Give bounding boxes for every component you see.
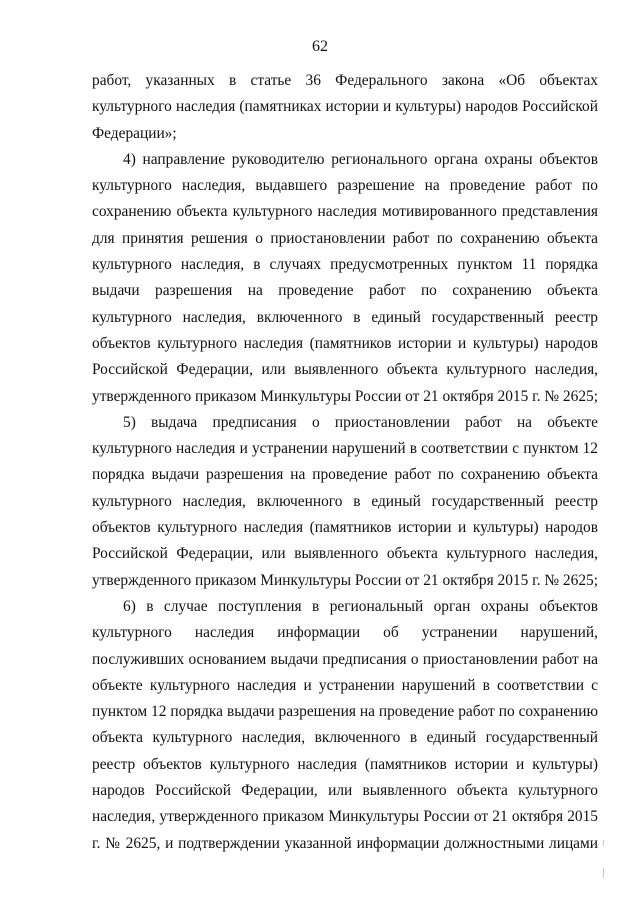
scan-artifact [603,868,604,878]
paragraph-item-4: 4) направление руководителю регионального органа охраны объектов культурного наследия, выдавшего разрешение на проведение работ по сохранению объекта культурного наследия мотивированного представления для принятия решения о приостановлении работ по сохранению объекта культурного наследия, в случаях предусмотренных пунктом 11 порядка выдачи разрешения на проведение работ по сохранению объекта культурного наследия, включенного в единый государственный реестр объектов культурного наследия (памятников истории и культуры) народов Российской Федерации, или выявленного объекта культурного наследия, утвержденного приказом Минкультуры России от 21 октября 2015 г. № 2625; [92,150,598,405]
paragraph-continuation: работ, указанных в статье 36 Федерального закона «Об объектах культурного наследия (памятниках истории и культуры) народов Российской Федерации»; [92,72,598,142]
document-body [92,68,598,857]
scan-artifact [603,840,604,846]
page-number: 62 [312,38,328,55]
paragraph-item-5: 5) выдача предписания о приостановлении работ на объекте культурного наследия и устранении нарушений в соответствии с пунктом 12 порядка выдачи разрешения на проведение работ по сохранению объекта культурного наследия, включенного в единый государственный реестр объектов культурного наследия (памятников истории и культуры) народов Российской Федерации, или выявленного объекта культурного наследия, утвержденного приказом Минкультуры России от 21 октября 2015 г. № 2625; [92,413,598,589]
paragraph-item-6: 6) в случае поступления в региональный орган охраны объектов культурного наследия информации об устранении нарушений, послуживших основанием выдачи предписания о приостановлении работ на объекте культурного наследия и устранении нарушений в соответствии с пунктом 12 порядка выдачи разрешения на проведение работ по сохранению объекта культурного наследия, включенного в единый государственный реестр объектов культурного наследия (памятников истории и культуры) народов Российской Федерации, или выявленного объекта культурного наследия, утвержденного приказом Минкультуры России от 21 октября 2015 г. № 2625, и подтверждении указанной информации должностными лицами [92,597,598,852]
